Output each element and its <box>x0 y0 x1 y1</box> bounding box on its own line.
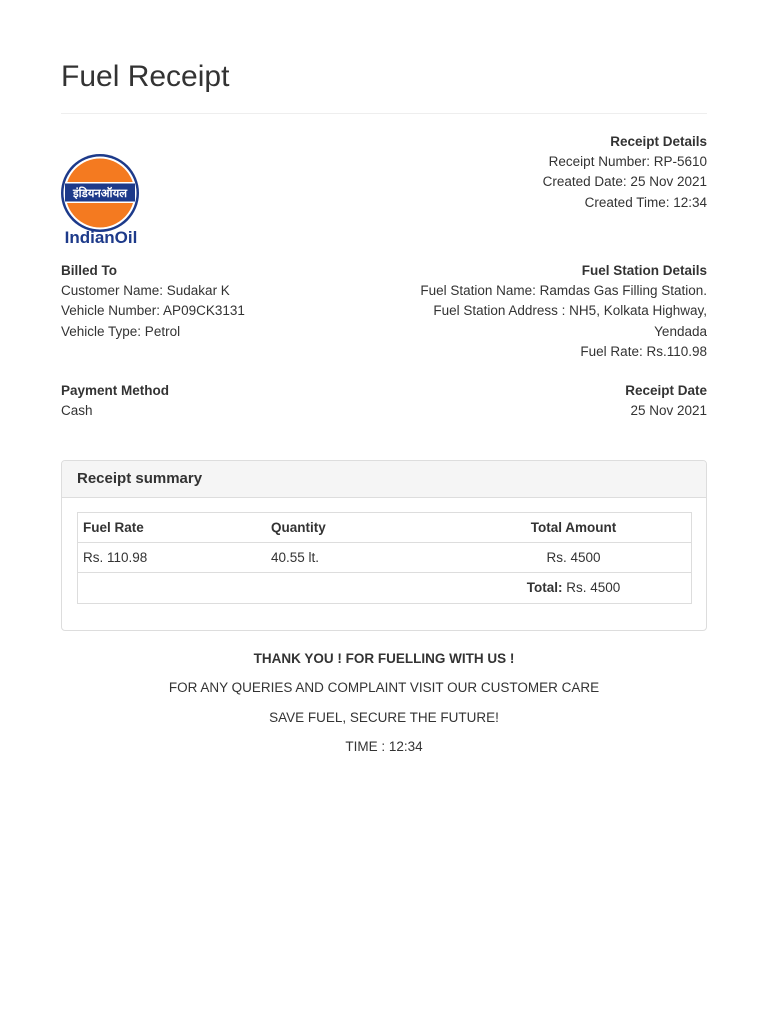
table-row <box>78 543 691 573</box>
receipt-summary-heading: Receipt summary <box>62 461 706 498</box>
customer-name: Customer Name: Sudakar K <box>61 283 230 299</box>
station-name: Fuel Station Name: Ramdas Gas Filling Station. <box>420 283 707 299</box>
cell-total-amount: Rs. 4500 <box>546 550 601 565</box>
receipt-date-value: 25 Nov 2021 <box>630 403 707 419</box>
vehicle-number: Vehicle Number: AP09CK3131 <box>61 303 245 319</box>
total-cell <box>456 573 691 603</box>
footer-time: TIME : 12:34 <box>345 739 423 754</box>
station-address-line1: Fuel Station Address : NH5, Kolkata Highway, <box>433 303 707 319</box>
receipt-summary-table <box>77 512 692 604</box>
cell-quantity: 40.55 lt. <box>271 550 320 565</box>
payment-method-heading: Payment Method <box>61 383 170 398</box>
receipt-date-heading: Receipt Date <box>625 383 707 398</box>
receipt-details-heading: Receipt Details <box>610 134 707 149</box>
payment-method-value: Cash <box>61 403 93 419</box>
cell-fuel-rate: Rs. 110.98 <box>83 550 148 565</box>
indianoil-logo-icon <box>61 154 151 249</box>
empty-cell <box>266 573 456 603</box>
receipt-details <box>387 132 707 213</box>
created-time: Created Time: 12:34 <box>584 194 707 210</box>
payment-method <box>61 381 361 421</box>
thank-you-text: THANK YOU ! FOR FUELLING WITH US ! <box>253 651 515 666</box>
customer-care-text: FOR ANY QUERIES AND COMPLAINT VISIT OUR CUSTOMER CARE <box>168 680 600 695</box>
column-header-total-amount: Total Amount <box>530 520 617 535</box>
slogan-text: SAVE FUEL, SECURE THE FUTURE! <box>269 710 499 725</box>
logo-brand-text: IndianOil <box>64 228 138 247</box>
title-divider <box>61 113 707 114</box>
station-fuel-rate: Fuel Rate: Rs.110.98 <box>580 343 707 359</box>
created-date: Created Date: 25 Nov 2021 <box>542 174 707 190</box>
column-header-fuel-rate: Fuel Rate <box>83 520 144 535</box>
receipt-number: Receipt Number: RP-5610 <box>548 154 707 170</box>
page-title: Fuel Receipt <box>61 60 230 93</box>
table-header-row <box>78 513 691 543</box>
vehicle-type: Vehicle Type: Petrol <box>61 323 181 339</box>
station-heading: Fuel Station Details <box>581 263 707 278</box>
billed-to-heading: Billed To <box>61 263 117 278</box>
logo-hindi-text: इंडियनऑयल <box>72 186 128 200</box>
station-address-line2: Yendada <box>654 323 707 339</box>
receipt-summary-panel <box>61 460 707 631</box>
table-total-row <box>78 573 691 603</box>
total-label: Total: <box>526 580 563 595</box>
empty-cell <box>78 573 266 603</box>
column-header-quantity: Quantity <box>271 520 326 535</box>
fuel-station-details <box>367 261 707 362</box>
receipt-date <box>407 381 707 421</box>
indianoil-logo <box>61 154 151 249</box>
billed-to <box>61 261 361 342</box>
total-value: Rs. 4500 <box>562 580 621 595</box>
